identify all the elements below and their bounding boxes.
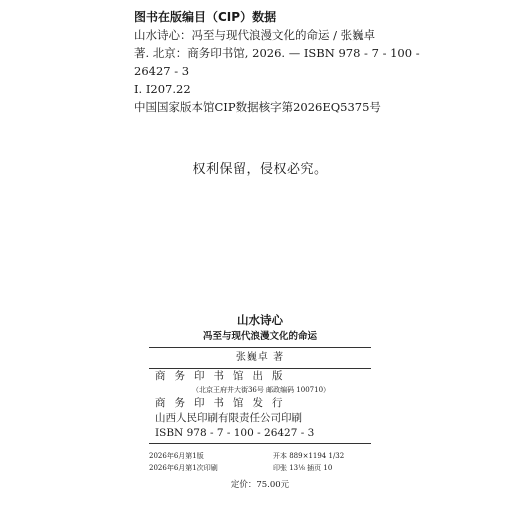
cip-heading: 图书在版编目（CIP）数据: [134, 10, 277, 24]
printer-line: 山西人民印刷有限责任公司印刷: [155, 412, 302, 424]
isbn-line: ISBN 978 - 7 - 100 - 26427 - 3: [155, 427, 315, 439]
edition-info: 2026年6月第1版: [149, 452, 204, 460]
print-details-row: [149, 450, 371, 462]
colophon: [149, 312, 371, 492]
book-title: 山水诗心: [237, 313, 283, 327]
cip-publication-line: 著. 北京：商务印书馆, 2026. — ISBN 978 - 7 - 100 -: [134, 46, 420, 60]
publisher-address: （北京王府井大街36号 邮政编码 100710）: [191, 386, 331, 394]
cip-classification: Ⅰ. I207.22: [134, 82, 191, 96]
sheets-info: 印张 13⅛ 插页 10: [273, 464, 333, 472]
book-price: 定价：75.00元: [230, 480, 290, 490]
cip-data-block: [134, 8, 420, 116]
print-details-row: [149, 462, 371, 474]
printing-info: 2026年6月第1次印刷: [149, 464, 218, 472]
book-author: 张巍卓 著: [235, 352, 285, 363]
book-subtitle: 冯至与现代浪漫文化的命运: [202, 331, 317, 342]
print-details: [149, 450, 371, 474]
publisher-block: [149, 369, 371, 441]
cip-title-line: 山水诗心：冯至与现代浪漫文化的命运 / 张巍卓: [134, 28, 376, 42]
distributor-line: 商务印书馆发行: [155, 397, 292, 409]
format-info: 开本 889×1194 1/32: [273, 452, 345, 460]
rights-notice: 权利保留，侵权必究。: [192, 162, 328, 177]
cip-verification-number: 中国国家版本馆CIP数据核字第2026EQ5375号: [134, 100, 381, 114]
colophon-divider-bottom: [149, 443, 371, 444]
cip-isbn-continuation: 26427 - 3: [134, 64, 190, 78]
publisher-line: 商务印书馆出版: [155, 370, 292, 382]
